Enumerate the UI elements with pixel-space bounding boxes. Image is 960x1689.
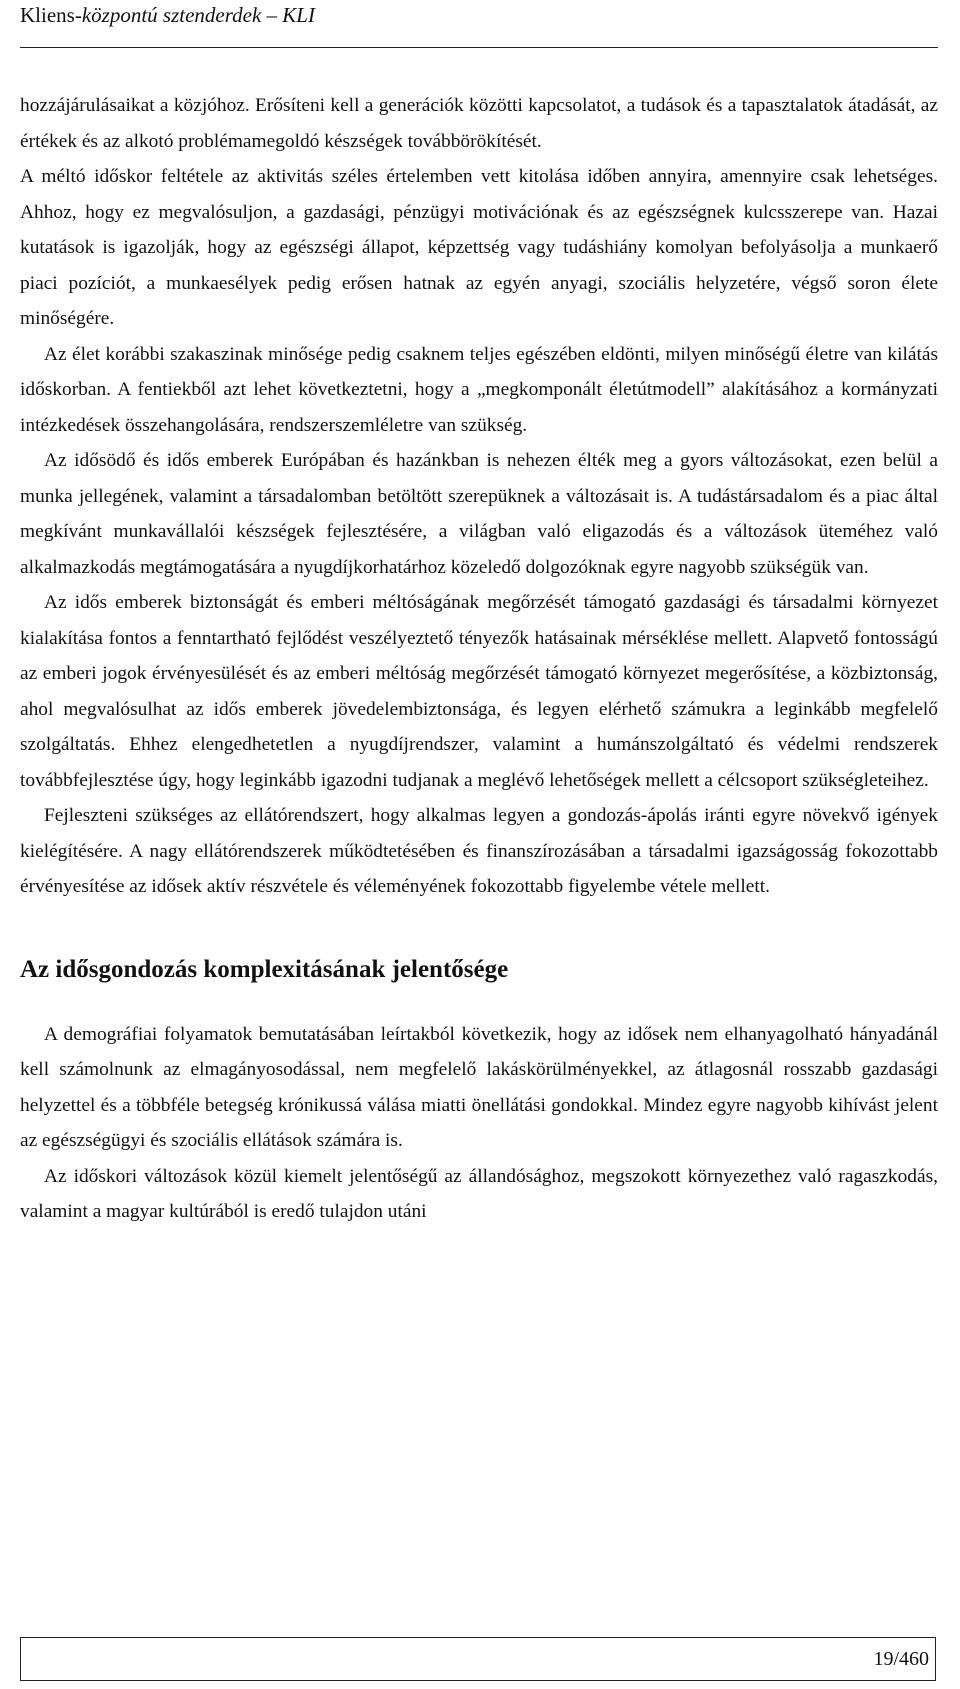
paragraph: Az élet korábbi szakaszinak minősége pedig csaknem teljes egészében eldönti, milyen minőségű életre van kilátás időskorban. A fentiekből azt lehet következtetni, hogy a „megkomponált életútmodell” alakításához a kormányzati intézkedések összehangolására, rendszerszemléletre van szükség. xyxy=(20,343,938,436)
paragraph: Fejleszteni szükséges az ellátórendszert, hogy alkalmas legyen a gondozás-ápolás iránti egyre növekvő igények kielégítésére. A nagy ellátórendszerek működtetésében és finanszírozásában a társadalmi igazságosság fokozottabb érvényesítése az idősek aktív részvétele és véleményének fokozottabb figyelembe vétele mellett. xyxy=(20,805,938,897)
paragraph: A méltó időskor feltétele az aktivitás széles értelemben vett kitolása időben annyira, amennyire csak lehetséges. Ahhoz, hogy ez megvalósuljon, a gazdasági, pénzügyi motivációnak és az egészségnek kulcsszerepe van. Hazai kutatások is igazolják, hogy az egészségi állapot, képzettség vagy tudáshiány komolyan befolyásolja a munkaerő piaci pozíciót, a munkaesélyek pedig erősen hatnak az egyén anyagi, szociális helyzetére, végső soron élete minőségére. xyxy=(20,166,938,329)
paragraph: Az idős emberek biztonságát és emberi méltóságának megőrzését támogató gazdasági és társadalmi környezet kialakítása fontos a fenntartható fejlődést veszélyeztető tényezők hatásainak mérséklése mellett. Alapvető fontosságú az emberi jogok érvényesülését és az emberi méltóság megőrzését támogató környezet megerősítése, a közbiztonság, ahol megvalósulhat az idős emberek jövedelembiztonsága, és legyen elérhető számukra a leginkább megfelelő szolgáltatás. Ehhez elengedhetetlen a nyugdíjrendszer, valamint a humánszolgáltató és védelmi rendszerek továbbfejlesztése úgy, hogy leginkább igazodni tudjanak a meglévő lehetőségek mellett a célcsoport szükségleteihez. xyxy=(20,592,938,791)
page-footer xyxy=(20,1637,936,1681)
document-body xyxy=(20,88,938,1230)
paragraph: hozzájárulásaikat a közjóhoz. Erősíteni kell a generációk közötti kapcsolatot, a tudások és a tapasztalatok átadását, az értékek és az alkotó problémamegoldó készségek továbbörökítését. xyxy=(20,95,938,152)
page-header xyxy=(20,0,940,60)
header-title-italic: központú sztenderdek – KLI xyxy=(81,3,315,27)
header-title xyxy=(20,2,315,28)
page-number: 19/460 xyxy=(873,1648,929,1670)
paragraph: Az időskori változások közül kiemelt jelentőségű az állandósághoz, megszokott környezethez való ragaszkodás, valamint a magyar kultúrából is eredő tulajdon utáni xyxy=(20,1165,938,1222)
header-rule xyxy=(20,47,938,48)
paragraph: Az idősödő és idős emberek Európában és hazánkban is nehezen élték meg a gyors változásokat, ezen belül a munka jellegének, valamint a társadalomban betöltött szerepüknek a változásait is. A tudástársadalom és a piac által megkívánt munkavállalói készségek fejlesztésére, a világban való eligazodás és a változások üteméhez való alkalmazkodás megtámogatására a nyugdíjkorhatárhoz közeledő dolgozóknak egyre nagyobb szükségük van. xyxy=(20,450,938,578)
header-title-regular: Kliens- xyxy=(20,3,82,27)
paragraph: A demográfiai folyamatok bemutatásában leírtakból következik, hogy az idősek nem elhanyagolható hányadánál kell számolnunk az elmagányosodással, nem megfelelő lakáskörülményekkel, az átlagosnál rosszabb gazdasági helyzettel és a többféle betegség krónikussá válása miatti önellátási gondokkal. Mindez egyre nagyobb kihívást jelent az egészségügyi és szociális ellátások számára is. xyxy=(20,1023,938,1151)
section-heading: Az idősgondozás komplexitásának jelentősége xyxy=(20,955,509,983)
